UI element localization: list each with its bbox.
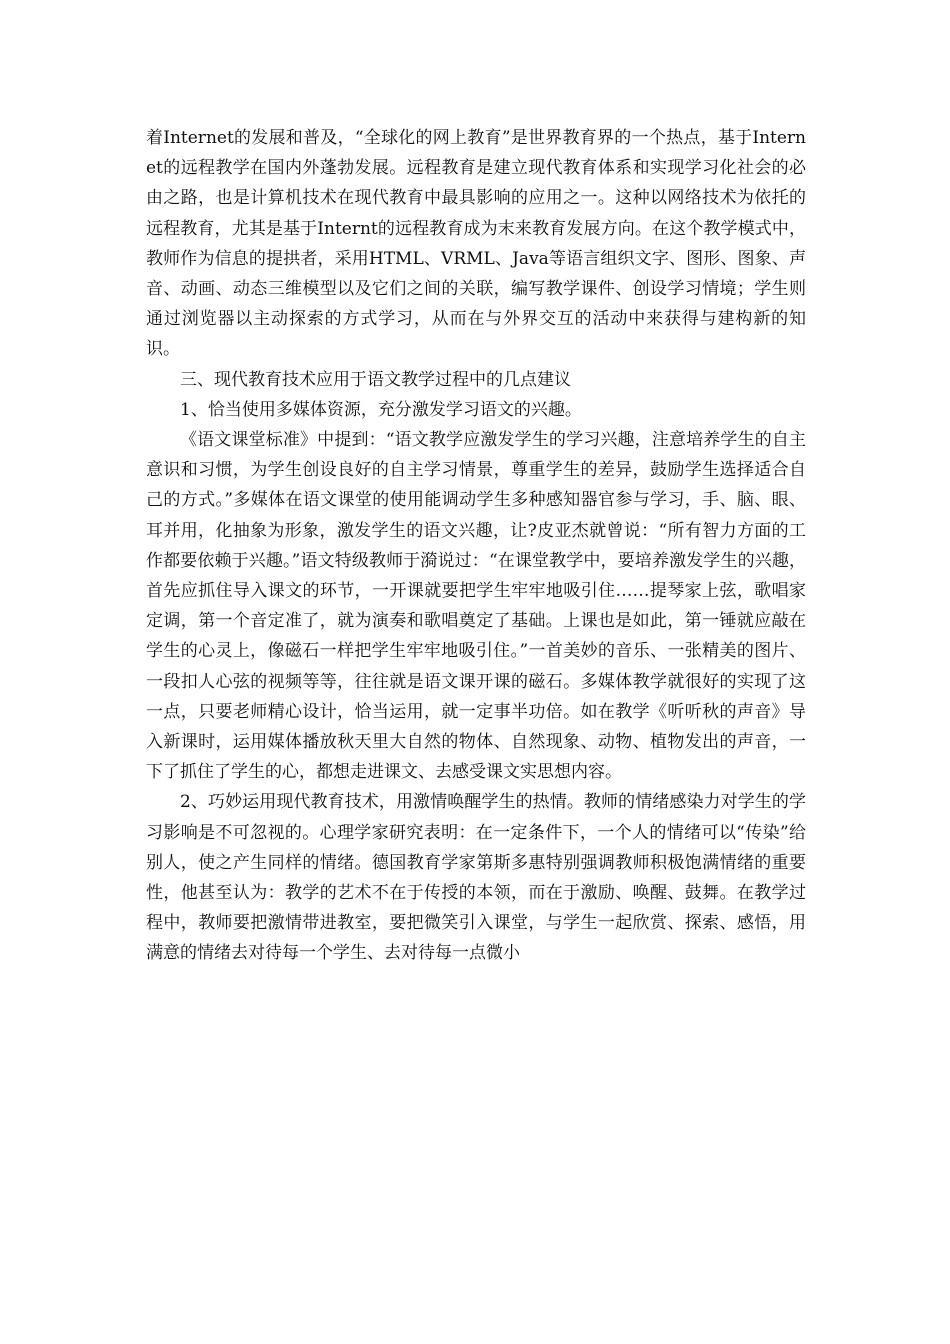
- document-page: [146, 123, 806, 969]
- paragraph-point-2: 2、巧妙运用现代教育技术，用激情唤醒学生的热情。教师的情绪感染力对学生的学习影响是不可忽视的。心理学家研究表明：在一定条件下，一个人的情绪可以“传染”给别人，使之产生同样的情绪。德国教育学家第斯多惠特别强调教师积极饱满情绪的重要性，他甚至认为：教学的艺术不在于传授的本领，而在于激励、唤醒、鼓舞。在教学过程中，教师要把激情带进教室，要把微笑引入课堂，与学生一起欣赏、探索、感悟，用满意的情绪去对待每一个学生、去对待每一点微小: [146, 792, 806, 964]
- subheading-1: 1、恰当使用多媒体资源，充分激发学习语文的兴趣。: [180, 399, 582, 420]
- paragraph-remote-education: 着Internet的发展和普及，“全球化的网上教育”是世界教育界的一个热点，基于Internet的远程教学在国内外蓬勃发展。远程教育是建立现代教育体系和实现学习化社会的必由之路，也是计算机技术在现代教育中最具影响的应用之一。这种以网络技术为依托的远程教育，尤其是基于Internt的远程教育成为末来教育发展方向。在这个教学模式中，教师作为信息的提拱者，采用HTML、VRML、Java等语言组织文字、图形、图象、声音、动画、动态三维模型以及它们之间的关联，编写教学课件、创设学习情境；学生则通过浏览器以主动探索的方式学习，从而在与外界交互的活动中来获得与建构新的知识。: [146, 128, 806, 360]
- section-heading: 三、现代教育技术应用于语文教学过程中的几点建议: [180, 369, 571, 390]
- paragraph-curriculum-standard: 《语文课堂标准》中提到：“语文教学应激发学生的学习兴趣，注意培养学生的自主意识和习惯，为学生创设良好的自主学习情景，尊重学生的差异，鼓励学生选择适合自己的方式。”多媒体在语文课堂的使用能调动学生多种感知器官参与学习，手、脑、眼、耳并用，化抽象为形象，激发学生的语文兴趣，让?皮亚杰就曾说：“所有智力方面的工作都要依赖于兴趣。”语文特级教师于漪说过：“在课堂教学中，要培养激发学生的兴趣，首先应抓住导入课文的环节，一开课就要把学生牢牢地吸引住……提琴家上弦，歌唱家定调，第一个音定准了，就为演奏和歌唱奠定了基础。上课也是如此，第一锤就应敲在学生的心灵上，像磁石一样把学生牢牢地吸引住。”一首美妙的音乐、一张精美的图片、一段扣人心弦的视频等等，往往就是语文课开课的磁石。多媒体教学就很好的实现了这一点，只要老师精心设计，恰当运用，就一定事半功倍。如在教学《听听秋的声音》导入新课时，运用媒体播放秋天里大自然的物体、自然现象、动物、植物发出的声音，一下了抓住了学生的心，都想走进课文、去感受课文实思想内容。: [146, 430, 806, 783]
